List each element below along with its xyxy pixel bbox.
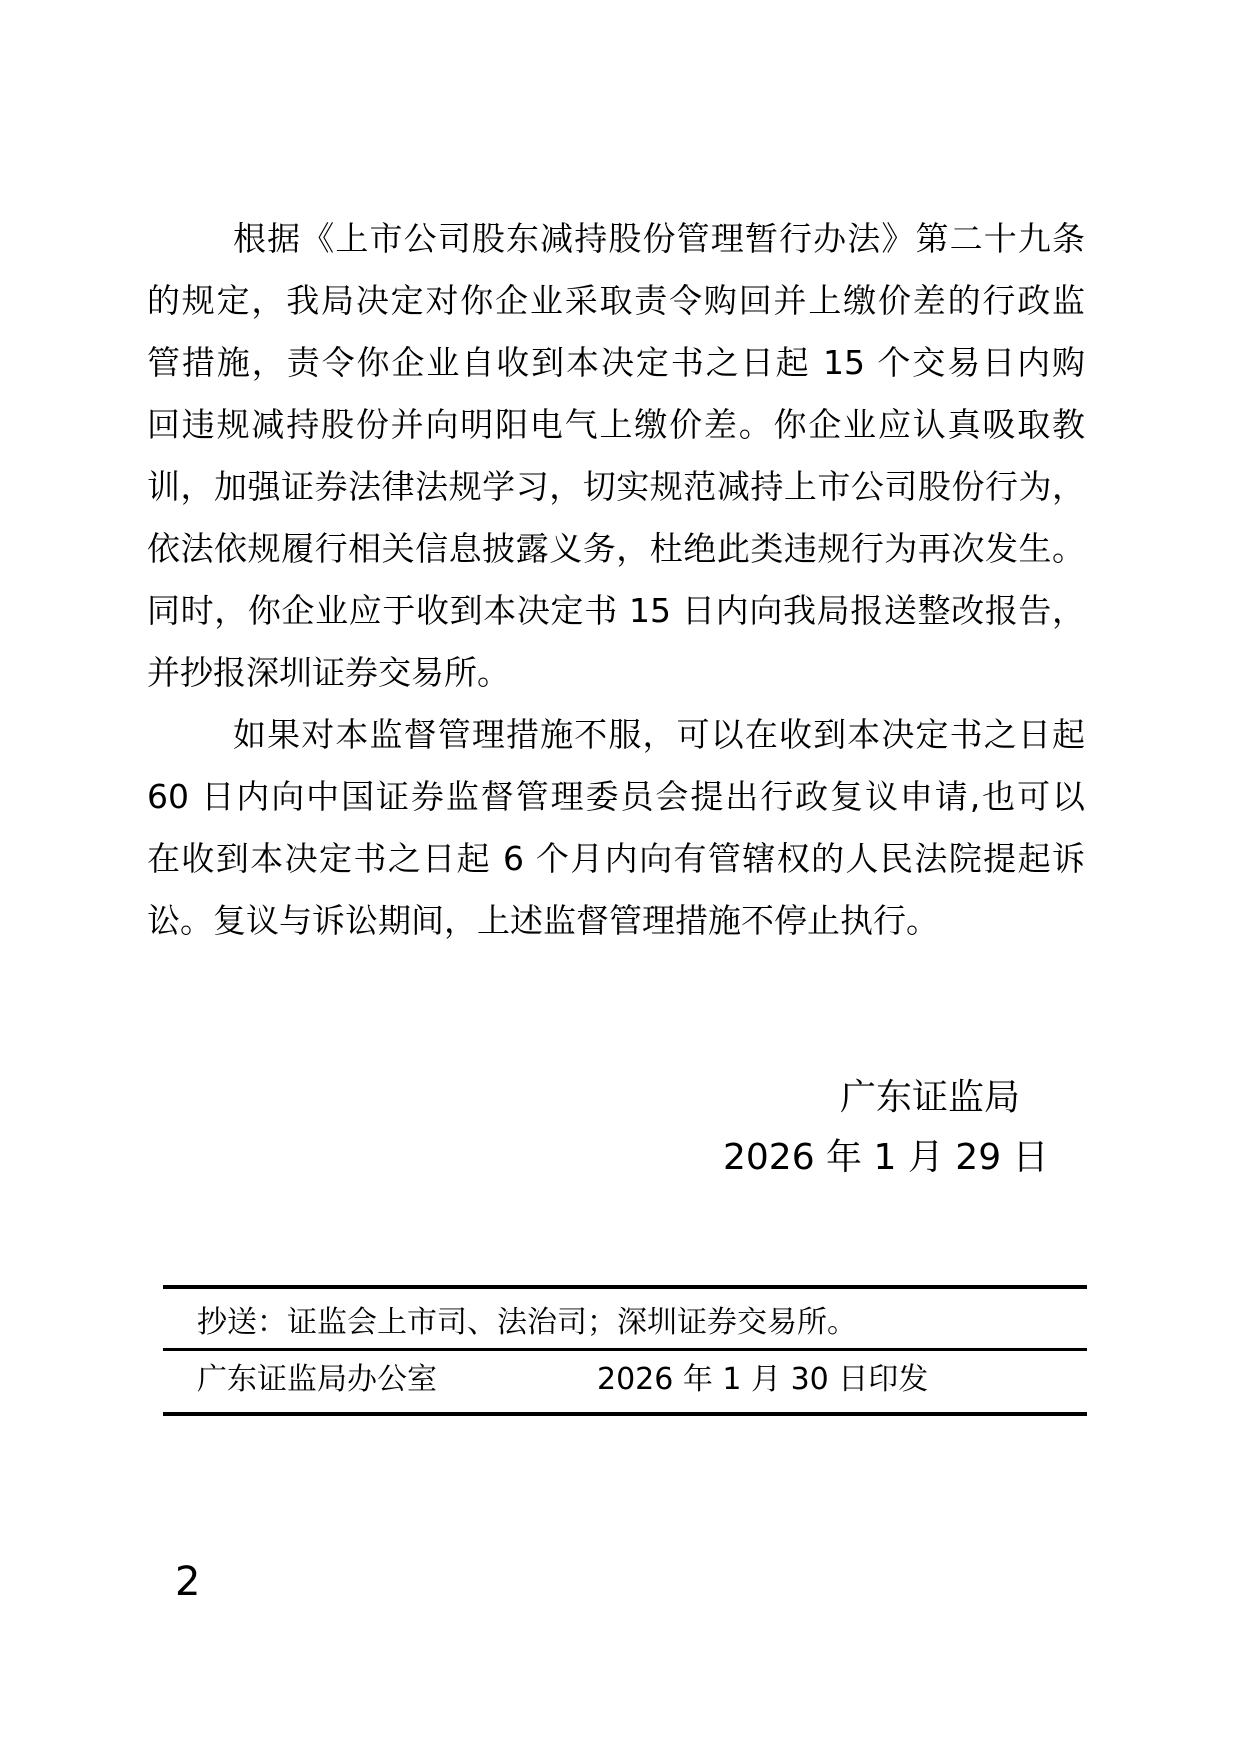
body-line: 在收到本决定书之日起 6 个月内向有管辖权的人民法院提起诉 (147, 839, 1085, 878)
footer-cc-line: 抄送：证监会上市司、法治司；深圳证券交易所。 (197, 1305, 857, 1340)
body-line: 根据《上市公司股东减持股份管理暂行办法》第二十九条 (233, 219, 1085, 258)
body-line: 训，加强证券法律法规学习，切实规范减持上市公司股份行为， (147, 467, 1085, 506)
footer-print-date: 2026 年 1 月 30 日印发 (597, 1362, 929, 1397)
body-line: 回违规减持股份并向明阳电气上缴价差。你企业应认真吸取教 (147, 405, 1085, 444)
footer-divider-top (163, 1285, 1087, 1289)
footer-divider-bottom (163, 1412, 1087, 1416)
body-line: 的规定，我局决定对你企业采取责令购回并上缴价差的行政监 (147, 281, 1085, 320)
page-number: 2 (175, 1559, 201, 1605)
signature-date: 2026 年 1 月 29 日 (723, 1137, 1049, 1178)
signature-issuer: 广东证监局 (840, 1077, 1021, 1118)
footer-divider-middle (163, 1348, 1087, 1351)
body-line: 讼。复议与诉讼期间，上述监督管理措施不停止执行。 (147, 901, 939, 940)
document-body (147, 208, 1085, 952)
body-line: 依法依规履行相关信息披露义务，杜绝此类违规行为再次发生。 (147, 529, 1085, 568)
body-line: 如果对本监督管理措施不服，可以在收到本决定书之日起 (233, 715, 1085, 754)
footer-office: 广东证监局办公室 (197, 1362, 437, 1397)
body-line: 管措施，责令你企业自收到本决定书之日起 15 个交易日内购 (147, 343, 1085, 382)
body-line: 并抄报深圳证券交易所。 (147, 653, 510, 692)
body-line: 60 日内向中国证券监督管理委员会提出行政复议申请,也可以 (147, 777, 1085, 816)
body-line: 同时，你企业应于收到本决定书 15 日内向我局报送整改报告， (147, 591, 1085, 630)
